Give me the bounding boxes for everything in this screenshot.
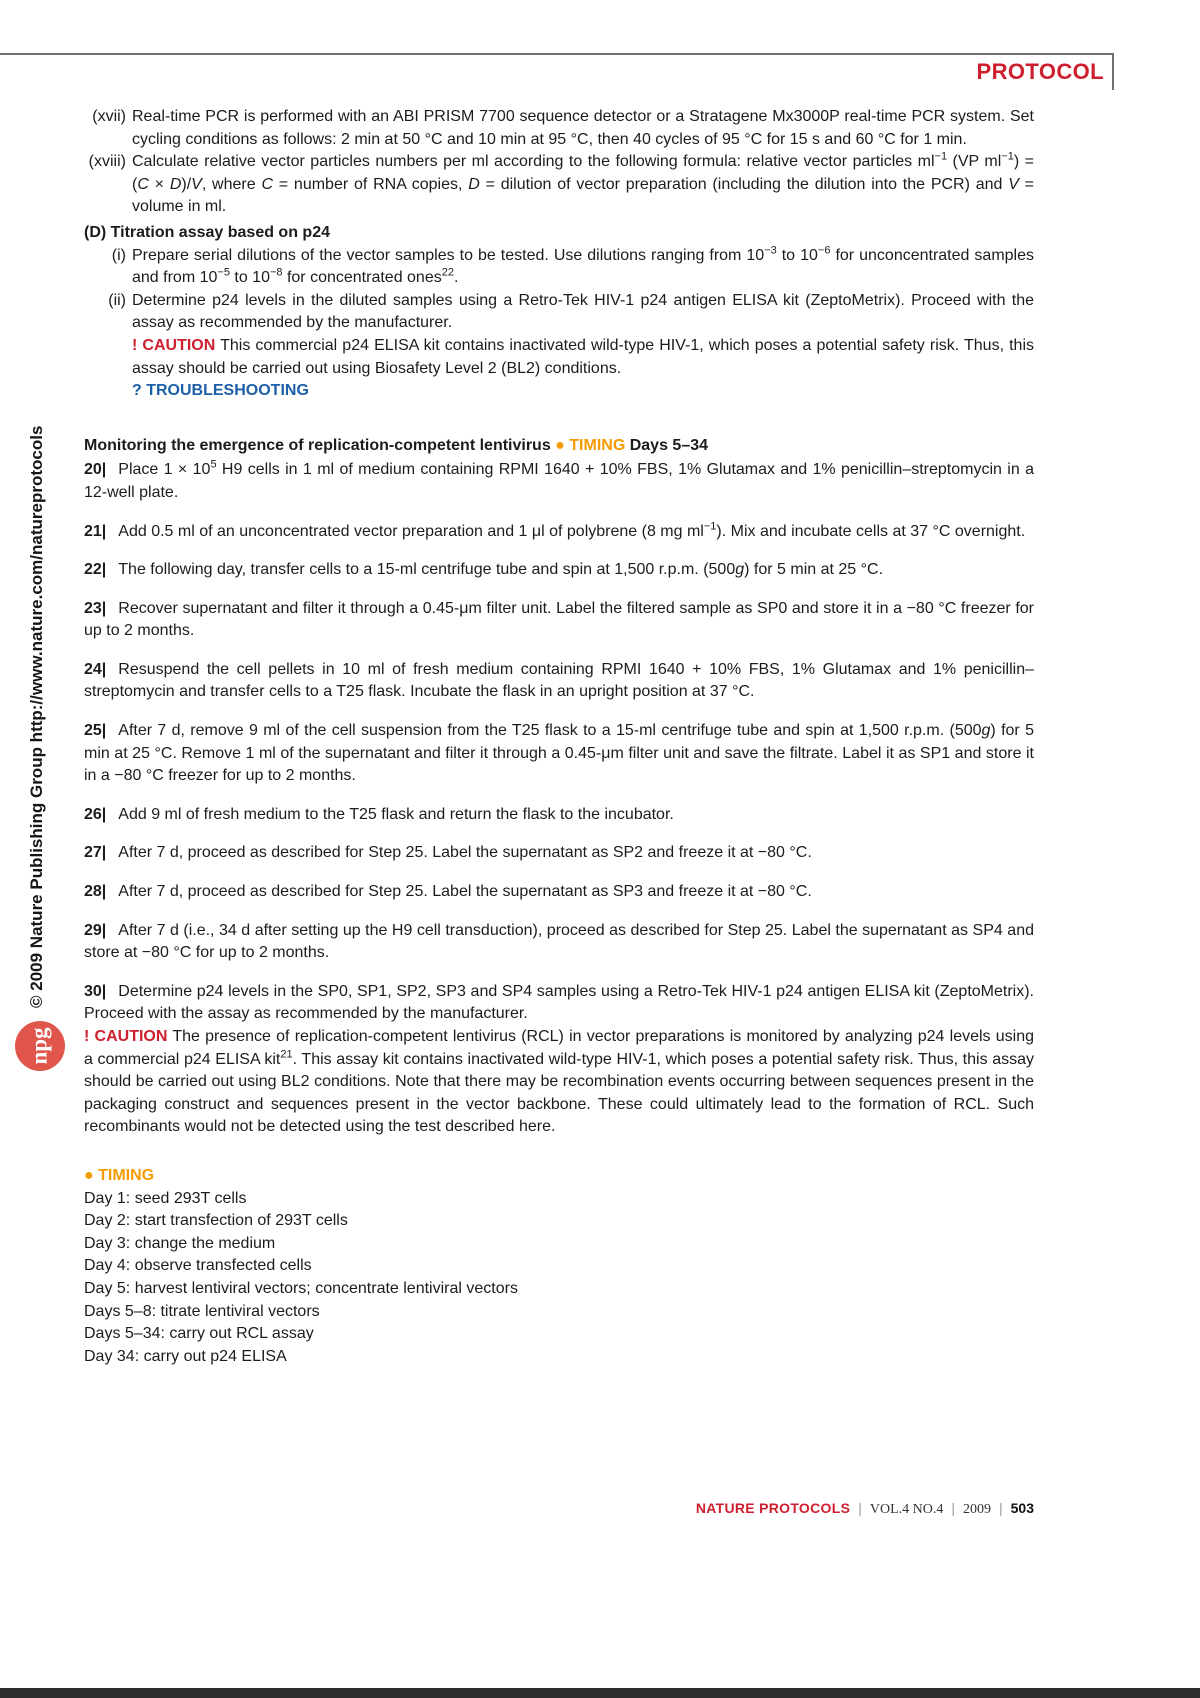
- heading-titration-assay-p24: [84, 222, 1034, 245]
- timing-day-34: [84, 1346, 1034, 1369]
- text-run: ×: [148, 175, 170, 193]
- footer-page-number: 503: [1010, 1500, 1034, 1516]
- item-label: 26|: [84, 805, 107, 823]
- substep-ii: [84, 290, 1034, 335]
- item-label: (ii): [108, 291, 126, 309]
- step-26: [84, 804, 1034, 827]
- text-run: H9 cells in 1 ml of medium containing RPMI 1640 + 10% FBS, 1% Glutamax and 1% penicillin–streptomycin in a 12-well plate.: [84, 461, 1034, 501]
- timing-days-5-34: [84, 1323, 1034, 1346]
- text-run: to 10: [776, 246, 818, 264]
- footer-volume: VOL.4 NO.4: [869, 1502, 944, 1517]
- text-run: D: [468, 175, 480, 193]
- text-run: for concentrated ones: [282, 269, 442, 287]
- text-run: After 7 d, remove 9 ml of the cell suspension from the T25 flask to a 15-ml centrifuge tube and spin at 1,500 r.p.m. (500: [118, 722, 982, 740]
- footer-year: 2009: [963, 1502, 991, 1517]
- footer-separator: |: [999, 1500, 1003, 1516]
- text-run: Day 3: change the medium: [84, 1234, 276, 1252]
- text-run: .: [453, 269, 459, 287]
- caution-note-rcl: [84, 1026, 1034, 1139]
- text-run: −1: [934, 150, 948, 163]
- step-24: [84, 659, 1034, 704]
- step-22: [84, 559, 1034, 582]
- text-run: , where: [201, 175, 262, 193]
- troubleshooting-note: [84, 380, 1034, 403]
- text-run: D: [169, 175, 182, 193]
- item-label: 25|: [84, 722, 107, 740]
- page-footer: [84, 1500, 1034, 1518]
- text-run: The presence of replication-competent lentivirus (RCL) in vector preparations is monitored by analyzing p24 levels using a commercial p24 ELISA kit: [84, 1028, 1035, 1068]
- substep-xvii: [84, 106, 1034, 151]
- text-run: After 7 d, proceed as described for Step 25. Label the supernatant as SP3 and freeze it at −80 °C.: [118, 883, 812, 901]
- text-run: = number of RNA copies,: [273, 175, 469, 193]
- text-run: 5: [210, 458, 217, 471]
- timing-heading: [84, 1165, 1034, 1188]
- text-run: −8: [269, 266, 283, 279]
- text-run: Days 5–34: carry out RCL assay: [84, 1325, 314, 1343]
- text-run: After 7 d (i.e., 34 d after setting up the H9 cell transduction), proceed as described for Step 25. Label the supernatant as SP4 and store at −80 °C for up to 2 months.: [84, 921, 1034, 962]
- text-run: Day 1: seed 293T cells: [84, 1189, 247, 1207]
- text-run: (VP ml: [947, 153, 1002, 171]
- text-run: C: [137, 175, 149, 193]
- item-label: 29|: [84, 921, 107, 939]
- text-run: Day 2: start transfection of 293T cells: [84, 1212, 348, 1230]
- timing-bullet-icon: ●: [555, 436, 570, 454]
- step-23: [84, 598, 1034, 643]
- text-run: (D) Titration assay based on p24: [84, 223, 330, 241]
- text-run: Day 5: harvest lentiviral vectors; concentrate lentiviral vectors: [84, 1279, 518, 1297]
- text-run: V: [1008, 175, 1019, 193]
- item-label: (xvii): [92, 108, 126, 125]
- text-run: = dilution of vector preparation (including the dilution into the PCR) and: [479, 175, 1009, 193]
- text-run: ) for 5 min at 25 °C.: [744, 561, 884, 579]
- text-run: Add 0.5 ml of an unconcentrated vector preparation and 1 μl of polybrene (8 mg ml: [118, 522, 704, 540]
- text-run: 21: [280, 1048, 293, 1061]
- footer-separator: |: [858, 1500, 862, 1516]
- step-21: [84, 521, 1034, 544]
- item-label: 22|: [84, 561, 107, 579]
- kicker-rule: [1112, 53, 1114, 90]
- substep-i: [84, 245, 1034, 290]
- text-run: ). Mix and incubate cells at 37 °C overnight.: [716, 522, 1026, 540]
- sidebar-copyright: © 2009 Nature Publishing Group http://www.nature.com/natureprotocols: [27, 425, 46, 1008]
- footer-journal: NATURE PROTOCOLS: [695, 1500, 851, 1516]
- timing-bullet-icon: ●: [84, 1166, 99, 1184]
- text-run: Add 9 ml of fresh medium to the T25 flask and return the flask to the incubator.: [118, 805, 674, 823]
- text-run: g: [981, 722, 991, 740]
- text-run: Day 4: observe transfected cells: [84, 1257, 312, 1275]
- caution-note-p24-kit: [84, 335, 1034, 380]
- substep-xviii: [84, 151, 1034, 219]
- protocol-body: [84, 106, 1034, 1368]
- text-run: )/: [181, 175, 192, 193]
- section-heading-monitoring-rcl: [84, 435, 1034, 458]
- step-25: [84, 720, 1034, 788]
- step-30: [84, 981, 1034, 1026]
- text-run: Day 34: carry out p24 ELISA: [84, 1347, 287, 1365]
- npg-logo-text: npg: [27, 1027, 52, 1065]
- step-20: [84, 459, 1034, 504]
- item-label: 27|: [84, 844, 107, 862]
- text-run: Determine p24 levels in the diluted samples using a Retro-Tek HIV-1 p24 antigen ELISA kit (ZeptoMetrix). Proceed with the assay as recommended by the manufacturer.: [132, 291, 1034, 332]
- text-run: −1: [1001, 150, 1014, 163]
- item-label: 20|: [84, 461, 107, 479]
- step-29: [84, 920, 1034, 965]
- timing-days-5-8: [84, 1301, 1034, 1324]
- item-label: 21|: [84, 522, 107, 540]
- text-run: C: [261, 175, 273, 193]
- text-run: Days 5–8: titrate lentiviral vectors: [84, 1302, 320, 1320]
- text-run: ) = (: [132, 153, 1034, 193]
- text-run: TIMING: [98, 1166, 155, 1184]
- timing-day-5: [84, 1278, 1034, 1301]
- timing-day-2: [84, 1210, 1034, 1233]
- text-run: Recover supernatant and filter it through a 0.45-μm filter unit. Label the filtered sample as SP0 and store it in a −80 °C freezer for up to 2 months.: [84, 599, 1034, 640]
- timing-day-1: [84, 1188, 1034, 1211]
- text-run: 22: [441, 266, 454, 279]
- item-label: 28|: [84, 883, 107, 901]
- text-run: Monitoring the emergence of replication-competent lentivirus: [84, 436, 556, 454]
- footer-separator: |: [951, 1500, 955, 1516]
- text-run: Resuspend the cell pellets in 10 ml of fresh medium containing RPMI 1640 + 10% FBS, 1% Glutamax and 1% penicillin–streptomycin and transfer cells to a T25 flask. Incubate the flask in an upright position at 37 °C.: [84, 660, 1034, 701]
- timing-day-4: [84, 1255, 1034, 1278]
- item-label: 24|: [84, 660, 107, 678]
- text-run: Place 1 × 10: [118, 461, 211, 479]
- text-run: Prepare serial dilutions of the vector samples to be tested. Use dilutions ranging from 10: [132, 246, 765, 264]
- text-run: Real-time PCR is performed with an ABI PRISM 7700 sequence detector or a Stratagene Mx3000P real-time PCR system. Set cycling conditions as follows: 2 min at 50 °C and 10 min at 95 °C, then 40 cycles of 95 °C for 15 s and 60 °C for 1 min.: [132, 108, 1034, 148]
- timing-day-3: [84, 1233, 1034, 1256]
- header-rule: [0, 53, 1114, 55]
- item-label: 30|: [84, 982, 107, 1000]
- page-bottom-bar: [0, 1688, 1200, 1698]
- item-label: (i): [111, 246, 126, 264]
- text-run: = volume in ml.: [132, 175, 1035, 216]
- item-label: 23|: [84, 599, 107, 617]
- step-27: [84, 842, 1034, 865]
- text-run: Calculate relative vector particles numbers per ml according to the following formula: relative vector particles ml: [132, 153, 935, 171]
- text-run: Determine p24 levels in the SP0, SP1, SP2, SP3 and SP4 samples using a Retro-Tek HIV-1 p24 antigen ELISA kit (ZeptoMetrix). Proceed with the assay as recommended by the manufacturer.: [84, 982, 1034, 1023]
- text-run: g: [735, 561, 745, 579]
- text-run: ) for 5 min at 25 °C. Remove 1 ml of the supernatant and filter it through a 0.45-μm filter unit and save the filtrate. Label it as SP1 and store it in a −80 °C freezer for up to 2 months.: [84, 722, 1034, 785]
- text-run: V: [191, 175, 202, 193]
- item-label: (xviii): [88, 153, 126, 171]
- text-run: −6: [817, 244, 831, 257]
- page-kicker: PROTOCOL: [976, 59, 1104, 84]
- text-run: . This assay kit contains inactivated wild-type HIV-1, which poses a potential safety risk. Thus, this assay should be carried out using BL2 conditions. Note that there may be recombination events occurring between sequences present in the packaging construct and sequences present in the vector backbone. These could ultimately lead to the formation of RCL. Such recombinants would not be detected using the test described here.: [84, 1050, 1035, 1136]
- text-run: After 7 d, proceed as described for Step 25. Label the supernatant as SP2 and freeze it at −80 °C.: [118, 844, 812, 862]
- text-run: to 10: [229, 269, 270, 287]
- npg-logo: [15, 1021, 65, 1071]
- text-run: for unconcentrated samples and from 10: [132, 246, 1035, 287]
- text-run: ! CAUTION: [132, 336, 216, 354]
- step-28: [84, 881, 1034, 904]
- text-run: ! CAUTION: [84, 1028, 168, 1045]
- text-run: −1: [703, 520, 717, 533]
- text-run: −3: [764, 244, 777, 257]
- text-run: The following day, transfer cells to a 15-ml centrifuge tube and spin at 1,500 r.p.m. (500: [118, 561, 736, 579]
- text-run: ? TROUBLESHOOTING: [132, 382, 309, 400]
- text-run: Days 5–34: [625, 436, 709, 454]
- text-run: This commercial p24 ELISA kit contains inactivated wild-type HIV-1, which poses a potential safety risk. Thus, this assay should be carried out using Biosafety Level 2 (BL2) conditions.: [132, 336, 1035, 377]
- text-run: −5: [217, 266, 230, 279]
- text-run: TIMING: [569, 436, 626, 454]
